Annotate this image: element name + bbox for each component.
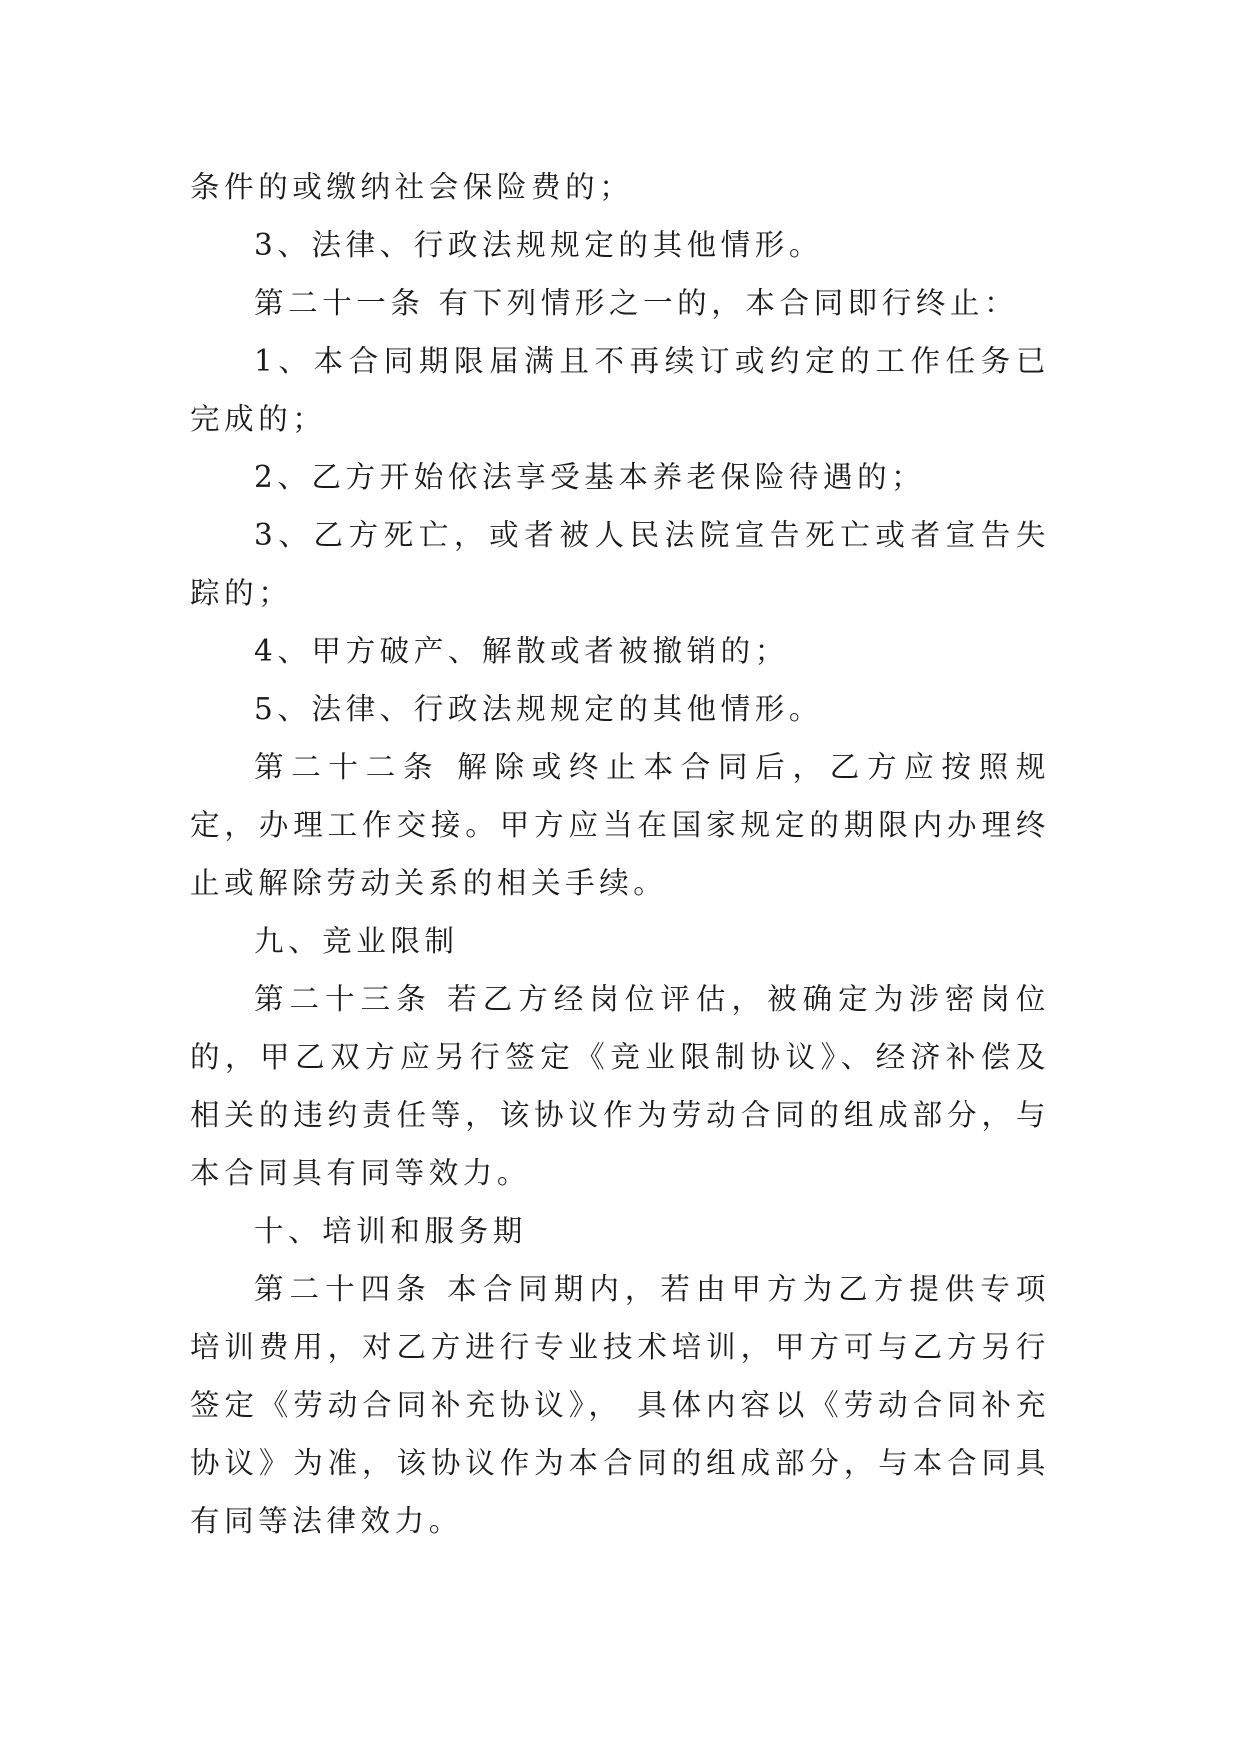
paragraph-article-23: 第二十三条 若乙方经岗位评估，被确定为涉密岗位的，甲乙双方应另行签定《竞业限制协议》、经济补偿及相关的违约责任等，该协议作为劳动合同的组成部分，与本合同具有同等效力。 [190, 982, 1050, 1190]
paragraph-item-5: 5、法律、行政法规规定的其他情形。 [254, 692, 823, 726]
document-body [190, 158, 1050, 1550]
paragraph-item-4: 4、甲方破产、解散或者被撤销的； [254, 634, 789, 668]
paragraph-item-3: 3、法律、行政法规规定的其他情形。 [254, 228, 823, 262]
paragraph-continuation: 条件的或缴纳社会保险费的； [190, 170, 634, 204]
paragraph-item-2: 2、乙方开始依法享受基本养老保险待遇的； [254, 460, 926, 494]
paragraph-item-3b: 3、乙方死亡，或者被人民法院宣告死亡或者宣告失踪的； [190, 518, 1050, 610]
paragraph-item-1: 1、本合同期限届满且不再续订或约定的工作任务已完成的； [190, 344, 1050, 436]
paragraph-article-22: 第二十二条 解除或终止本合同后，乙方应按照规定，办理工作交接。甲方应当在国家规定的期限内办理终止或解除劳动关系的相关手续。 [190, 750, 1050, 900]
section-heading-training: 十、培训和服务期 [254, 1214, 527, 1248]
paragraph-article-24: 第二十四条 本合同期内，若由甲方为乙方提供专项培训费用，对乙方进行专业技术培训，甲方可与乙方另行签定《劳动合同补充协议》， 具体内容以《劳动合同补充协议》为准，该协议作为本合同的组成部分，与本合同具有同等法律效力。 [190, 1272, 1050, 1538]
paragraph-article-21: 第二十一条 有下列情形之一的，本合同即行终止： [254, 286, 1019, 320]
section-heading-non-compete: 九、竞业限制 [254, 924, 459, 958]
